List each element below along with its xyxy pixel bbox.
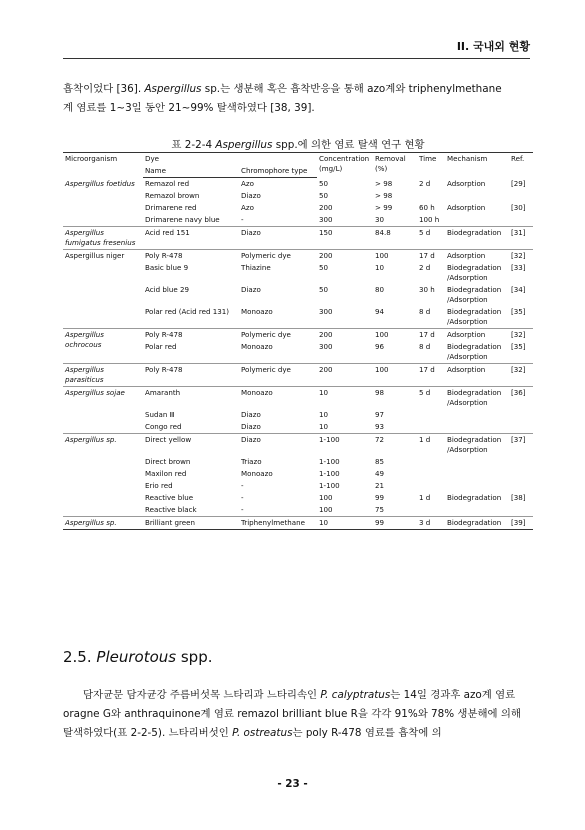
removal-cell: 99 [375,493,385,502]
dye-name-cell: Reactive blue [145,493,194,502]
time-cell [417,456,445,468]
ref-cell: [35] [511,307,526,316]
time-cell [417,409,445,421]
ref-cell [509,468,533,480]
caption-suffix: spp.에 의한 염료 탈색 연구 현황 [272,139,425,151]
ref-cell: [35] [511,342,526,351]
ref-cell: [32] [509,364,533,387]
ref-cell: [33] [511,263,526,272]
chromophore-cell: - [241,481,244,490]
table-row [63,434,533,457]
ref-cell: [29] [511,178,526,188]
chromophore-cell: Triphenylmethane [239,517,317,530]
time-cell: 1 d [417,434,445,457]
chromophore-cell: Azo [241,203,254,212]
removal-cell: 100 [373,329,417,342]
header-microorganism: Microorganism [63,153,143,178]
dye-name-cell: Sudan Ⅲ [145,410,175,419]
ref-cell: [39] [509,517,533,530]
concentration-cell: 50 [319,285,329,294]
microorganism-cell: Aspergillus sp. [63,434,143,517]
concentration-cell: 1-100 [319,469,340,478]
removal-cell: 84.8 [373,227,417,250]
mechanism-cell [445,480,509,492]
mechanism-cell: Biodegradation /Adsorption [447,307,502,326]
ref-cell: [37] [509,434,533,457]
dye-name-cell: Direct brown [145,457,191,466]
chromophore-cell: - [241,215,244,224]
removal-cell: 30 [375,215,385,224]
removal-cell: 98 [373,387,417,410]
mechanism-cell: Biodegradation [445,227,509,250]
chromophore-cell: Azo [241,179,254,188]
chromophore-cell: - [241,493,244,502]
mechanism-cell: Biodegradation [447,493,502,502]
dye-name-cell: Acid red 151 [143,227,239,250]
microorganism-cell: Aspergillus sp. [63,517,143,530]
removal-cell: 72 [373,434,417,457]
organism-group [63,178,533,227]
concentration-cell: 1-100 [317,434,373,457]
concentration-cell: 1-100 [319,481,340,490]
ref-cell [509,190,533,202]
mechanism-cell: Biodegradation /Adsorption [445,434,509,457]
mechanism-cell [445,190,509,202]
chromophore-cell: Polymeric dye [239,329,317,342]
removal-cell: > 98 [375,178,393,188]
concentration-cell: 10 [319,410,329,419]
mechanism-cell: Biodegradation [445,517,509,530]
mechanism-cell: Adsorption [445,329,509,342]
ref-cell [509,504,533,517]
section-suffix: spp. [176,648,213,666]
time-cell: 8 d [419,307,431,316]
body-text-a: 담자균문 담자균강 주름버섯목 느타리과 느타리속인 [83,689,321,701]
organism-group [63,250,533,329]
intro-line-2: 계 염료를 1~3일 동안 21~99% 탈색하였다 [38, 39]. [63,102,315,114]
body-text-b: 는 14일 경과후 azo계 염료 oragne G와 anthraquinone계 염료 remazol brilliant blue R을 각각 91%와 78% 생분해에 의해 탈색하였다(표 2-2-5). 느타리버섯인 [63,689,521,739]
organism-group [63,517,533,530]
concentration-cell: 300 [319,342,333,351]
microorganism-cell: Aspergillus niger [63,250,143,329]
time-cell [417,504,445,517]
chromophore-cell: Monoazo [239,387,317,410]
table-row [63,387,533,410]
dye-name-cell: Reactive black [145,505,197,514]
intro-text: 흡착이었다 [36]. [63,83,145,95]
chromophore-cell: Thiazine [241,263,271,272]
intro-text-cont: sp.는 생분해 혹은 흡착반응을 통해 azo계와 triphenylmethane [201,83,502,95]
ref-cell: [32] [509,250,533,263]
table-row [63,329,533,342]
table-caption [63,136,533,151]
mechanism-cell [445,214,509,227]
time-cell: 17 d [417,329,445,342]
removal-cell: 100 [373,250,417,263]
dye-name-cell: Poly R-478 [143,250,239,263]
table-row [63,250,533,263]
dye-name-cell: Congo red [145,422,182,431]
mechanism-cell: Biodegradation /Adsorption [445,387,509,410]
ref-cell: [30] [511,203,526,212]
removal-cell: > 98 [375,191,393,200]
body-text-c: 는 poly R-478 염료를 흡착에 의 [292,727,442,739]
ref-cell: [32] [509,329,533,342]
time-cell: 30 h [419,285,435,294]
concentration-cell: 1-100 [319,457,340,466]
ref-cell: [36] [509,387,533,410]
concentration-cell: 100 [319,493,333,502]
concentration-cell: 50 [319,178,329,188]
table-row [63,364,533,387]
concentration-cell: 200 [317,250,373,263]
mechanism-cell: Adsorption [447,203,486,212]
ref-cell [509,480,533,492]
header-mechanism: Mechanism [445,153,509,178]
mechanism-cell: Biodegradation /Adsorption [447,263,502,282]
time-cell [417,480,445,492]
concentration-cell: 300 [319,307,333,316]
ref-cell: [34] [511,285,526,294]
chromophore-cell: Diazo [241,191,261,200]
chromophore-cell: Diazo [241,410,261,419]
removal-cell: 94 [375,307,385,316]
time-cell: 100 h [419,215,440,224]
ref-cell [509,214,533,227]
time-cell: 3 d [417,517,445,530]
microorganism-cell: Aspergillus parasiticus [63,364,143,387]
header-dye: Dye [143,153,317,166]
removal-cell: 93 [375,422,385,431]
removal-cell: 100 [373,364,417,387]
organism-group [63,387,533,434]
chromophore-cell: Monoazo [241,342,273,351]
chromophore-cell: Diazo [239,227,317,250]
chromophore-cell: Diazo [239,434,317,457]
ref-cell [509,421,533,434]
dye-name-cell: Maxilon red [145,469,187,478]
time-cell: 2 d [419,178,431,188]
species-ostreatus: P. ostreatus [232,727,293,739]
organism-group [63,364,533,387]
organism-group [63,227,533,250]
caption-genus: Aspergillus [215,139,273,151]
mechanism-cell [445,421,509,434]
removal-cell: 96 [375,342,385,351]
time-cell [417,190,445,202]
mechanism-cell [445,456,509,468]
dye-name-cell: Polar red [145,342,177,351]
chromophore-cell: Monoazo [241,469,273,478]
removal-cell: 21 [375,481,385,490]
concentration-cell: 10 [319,422,329,431]
chromophore-cell: - [241,505,244,514]
dye-name-cell: Erio red [145,481,173,490]
time-cell: 1 d [419,493,431,502]
chromophore-cell: Monoazo [241,307,273,316]
chromophore-cell: Triazo [241,457,262,466]
concentration-cell: 150 [317,227,373,250]
concentration-cell: 10 [317,517,373,530]
time-cell: 17 d [417,250,445,263]
concentration-cell: 300 [319,215,333,224]
running-header: II. 국내외 현황 [456,40,530,53]
removal-cell: 49 [375,469,385,478]
time-cell: 60 h [419,203,435,212]
species-calyptratus: P. calyptratus [320,689,391,701]
removal-cell: 85 [375,457,385,466]
mechanism-cell: Biodegradation /Adsorption [447,285,502,304]
removal-cell: 99 [373,517,417,530]
dye-name-cell: Drimarene red [145,203,197,212]
concentration-cell: 10 [317,387,373,410]
time-cell: 8 d [419,342,431,351]
mechanism-cell: Adsorption [445,364,509,387]
ref-cell: [31] [509,227,533,250]
dye-name-cell: Amaranth [143,387,239,410]
header-ref: Ref. [509,153,533,178]
removal-cell: 10 [375,263,385,272]
section-heading [63,648,213,666]
body-paragraph [63,686,533,743]
table-row [63,517,533,530]
time-cell: 2 d [419,263,431,272]
mechanism-cell [445,504,509,517]
header-removal: Removal (%) [373,153,417,178]
mechanism-cell: Adsorption [447,178,486,188]
section-number: 2.5. [63,648,97,666]
header-chromophore: Chromophore type [239,165,317,178]
header-dye-name: Name [143,165,239,178]
page-number: - 23 - [277,778,308,790]
microorganism-cell: Aspergillus foetidus [65,178,135,188]
mechanism-cell: Biodegradation /Adsorption [447,342,502,361]
table-row [63,227,533,250]
ref-cell [509,456,533,468]
chromophore-cell: Diazo [241,422,261,431]
caption-prefix: 표 2-2-4 [171,139,216,151]
section-genus: Pleurotous [96,648,177,666]
intro-genus: Aspergillus [144,83,202,95]
dye-name-cell: Acid blue 29 [145,285,189,294]
microorganism-cell: Aspergillus fumigatus fresenius [63,227,143,250]
microorganism-cell: Aspergillus ochrocous [63,329,143,364]
removal-cell: 75 [375,505,385,514]
time-cell [417,421,445,434]
chromophore-cell: Diazo [241,285,261,294]
organism-group [63,329,533,364]
time-cell [417,468,445,480]
concentration-cell: 200 [319,203,333,212]
dye-name-cell: Remazol brown [145,191,200,200]
microorganism-cell: Aspergillus sojae [63,387,143,434]
dye-name-cell: Poly R-478 [143,329,239,342]
ref-cell [509,409,533,421]
mechanism-cell [445,468,509,480]
ref-cell: [38] [511,493,526,502]
intro-paragraph [63,80,533,118]
concentration-cell: 50 [319,263,329,272]
dye-name-cell: Poly R-478 [143,364,239,387]
dye-name-cell: Direct yellow [143,434,239,457]
dye-decolorization-table [63,152,533,530]
removal-cell: 97 [375,410,385,419]
time-cell: 5 d [417,387,445,410]
time-cell: 17 d [417,364,445,387]
mechanism-cell [445,409,509,421]
concentration-cell: 200 [317,329,373,342]
dye-name-cell: Brilliant green [143,517,239,530]
header-rule [63,58,530,59]
concentration-cell: 50 [319,191,329,200]
header-concentration: Concentration (mg/L) [317,153,373,178]
table-row [63,178,533,191]
chromophore-cell: Polymeric dye [239,364,317,387]
time-cell: 5 d [417,227,445,250]
removal-cell: 80 [375,285,385,294]
dye-name-cell: Remazol red [145,179,190,188]
dye-name-cell: Polar red (Acid red 131) [145,307,230,316]
removal-cell: > 99 [375,203,393,212]
organism-group [63,434,533,517]
chromophore-cell: Polymeric dye [239,250,317,263]
dye-name-cell: Basic blue 9 [145,263,189,272]
header-time: Time [417,153,445,178]
mechanism-cell: Adsorption [445,250,509,263]
dye-name-cell: Drimarene navy blue [145,215,220,224]
concentration-cell: 200 [317,364,373,387]
concentration-cell: 100 [319,505,333,514]
